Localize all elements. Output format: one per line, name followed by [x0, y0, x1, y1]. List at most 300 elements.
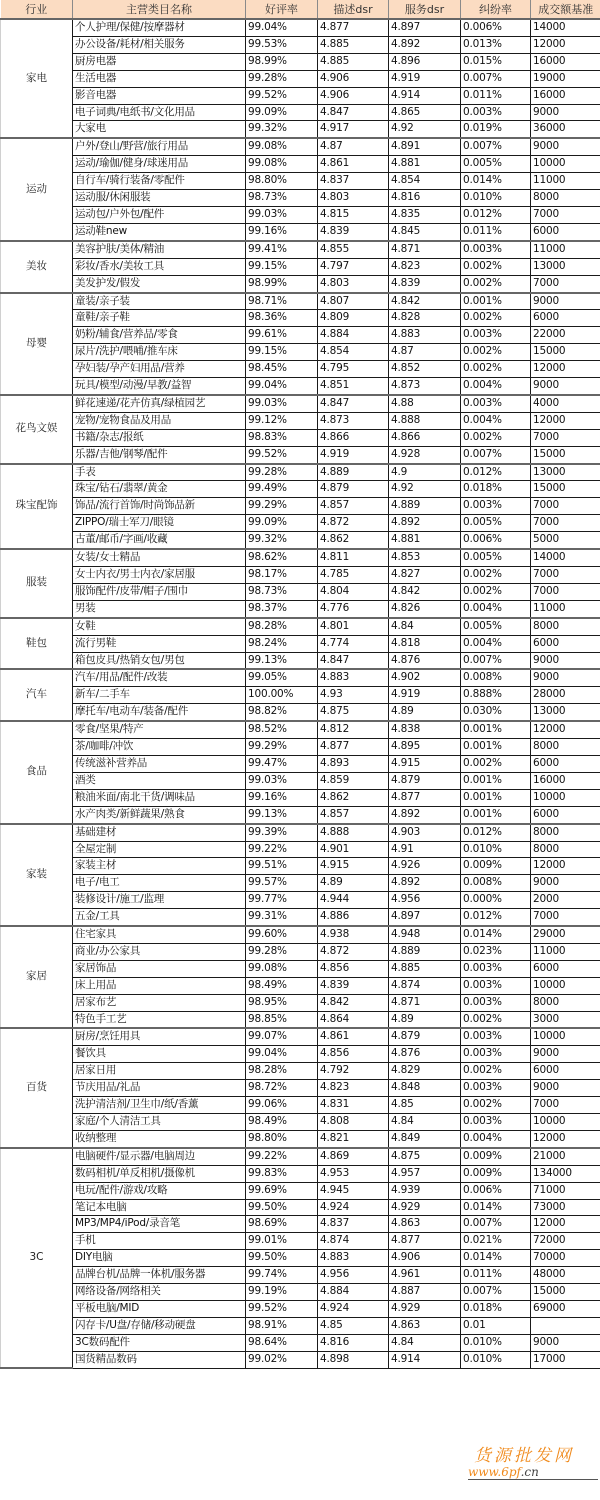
positive-rate-cell: 99.49%	[246, 481, 318, 498]
table-row	[1, 1334, 600, 1351]
industry-cell: 食品	[1, 721, 73, 823]
positive-rate-cell: 99.28%	[246, 464, 318, 481]
service-dsr-cell: 4.9	[389, 464, 461, 481]
description-dsr-cell: 4.776	[318, 600, 389, 617]
positive-rate-cell: 98.64%	[246, 1334, 318, 1351]
category-name-cell: 自行车/骑行装备/零配件	[73, 173, 246, 190]
category-name-cell: 运动/瑜伽/健身/球迷用品	[73, 156, 246, 173]
positive-rate-cell: 99.08%	[246, 138, 318, 155]
watermark-site-name: 货源批发网	[474, 1446, 574, 1466]
category-name-cell: 品牌台机/品牌一体机/服务器	[73, 1267, 246, 1284]
dispute-rate-cell: 0.003%	[461, 241, 531, 258]
dispute-rate-cell: 0.005%	[461, 549, 531, 566]
dispute-rate-cell: 0.011%	[461, 1267, 531, 1284]
turnover-baseline-cell: 9000	[531, 1046, 600, 1063]
service-dsr-cell: 4.888	[389, 412, 461, 429]
industry-cell: 家装	[1, 824, 73, 926]
table-row	[1, 1046, 600, 1063]
service-dsr-cell: 4.848	[389, 1080, 461, 1097]
positive-rate-cell: 99.29%	[246, 498, 318, 515]
dispute-rate-cell: 0.004%	[461, 412, 531, 429]
positive-rate-cell: 99.05%	[246, 669, 318, 686]
turnover-baseline-cell: 17000	[531, 1351, 600, 1368]
category-name-cell: 美发护发/假发	[73, 275, 246, 292]
positive-rate-cell: 99.04%	[246, 378, 318, 395]
category-name-cell: 女士内衣/男士内衣/家居服	[73, 567, 246, 584]
service-dsr-cell: 4.883	[389, 327, 461, 344]
turnover-baseline-cell: 11000	[531, 943, 600, 960]
positive-rate-cell: 99.04%	[246, 1046, 318, 1063]
service-dsr-cell: 4.828	[389, 310, 461, 327]
description-dsr-cell: 4.807	[318, 293, 389, 310]
table-row	[1, 258, 600, 275]
turnover-baseline-cell: 9000	[531, 1080, 600, 1097]
description-dsr-cell: 4.889	[318, 464, 389, 481]
positive-rate-cell: 99.69%	[246, 1182, 318, 1199]
category-name-cell: 箱包皮具/热销女包/男包	[73, 652, 246, 669]
service-dsr-cell: 4.865	[389, 104, 461, 121]
service-dsr-cell: 4.914	[389, 1351, 461, 1368]
turnover-baseline-cell: 4000	[531, 395, 600, 412]
dispute-rate-cell: 0.009%	[461, 858, 531, 875]
description-dsr-cell: 4.856	[318, 960, 389, 977]
industry-cell: 鞋包	[1, 618, 73, 670]
table-row	[1, 1148, 600, 1165]
turnover-baseline-cell: 7000	[531, 275, 600, 292]
dispute-rate-cell: 0.007%	[461, 446, 531, 463]
service-dsr-cell: 4.842	[389, 293, 461, 310]
description-dsr-cell: 4.831	[318, 1097, 389, 1114]
dispute-rate-cell: 0.006%	[461, 532, 531, 549]
table-row	[1, 344, 600, 361]
dispute-rate-cell: 0.007%	[461, 1284, 531, 1301]
header-service-dsr: 服务dsr	[389, 0, 461, 19]
category-name-cell: ZIPPO/瑞士军刀/眼镜	[73, 515, 246, 532]
turnover-baseline-cell: 12000	[531, 361, 600, 378]
category-name-cell: 基础建材	[73, 824, 246, 841]
dispute-rate-cell: 0.007%	[461, 138, 531, 155]
table-row	[1, 1130, 600, 1147]
positive-rate-cell: 99.15%	[246, 344, 318, 361]
positive-rate-cell: 98.99%	[246, 53, 318, 70]
category-name-cell: 运动包/户外包/配件	[73, 206, 246, 223]
table-row	[1, 87, 600, 104]
description-dsr-cell: 4.801	[318, 618, 389, 635]
positive-rate-cell: 98.49%	[246, 977, 318, 994]
turnover-baseline-cell: 9000	[531, 378, 600, 395]
description-dsr-cell: 4.839	[318, 977, 389, 994]
service-dsr-cell: 4.897	[389, 19, 461, 36]
service-dsr-cell: 4.871	[389, 994, 461, 1011]
service-dsr-cell: 4.891	[389, 138, 461, 155]
description-dsr-cell: 4.87	[318, 138, 389, 155]
turnover-baseline-cell: 15000	[531, 481, 600, 498]
dispute-rate-cell: 0.008%	[461, 875, 531, 892]
category-name-cell: 新车/二手车	[73, 687, 246, 704]
positive-rate-cell: 98.72%	[246, 1080, 318, 1097]
table-row	[1, 977, 600, 994]
table-row	[1, 1182, 600, 1199]
turnover-baseline-cell: 12000	[531, 36, 600, 53]
table-row	[1, 138, 600, 155]
dispute-rate-cell: 0.019%	[461, 121, 531, 138]
positive-rate-cell: 99.39%	[246, 824, 318, 841]
description-dsr-cell: 4.823	[318, 1080, 389, 1097]
turnover-baseline-cell: 7000	[531, 1097, 600, 1114]
positive-rate-cell: 99.09%	[246, 104, 318, 121]
category-name-cell: 奶粉/辅食/营养品/零食	[73, 327, 246, 344]
description-dsr-cell: 4.803	[318, 275, 389, 292]
industry-cell: 家居	[1, 926, 73, 1028]
table-row	[1, 1351, 600, 1368]
service-dsr-cell: 4.948	[389, 926, 461, 943]
turnover-baseline-cell: 13000	[531, 704, 600, 721]
description-dsr-cell: 4.85	[318, 1317, 389, 1334]
service-dsr-cell: 4.926	[389, 858, 461, 875]
service-dsr-cell: 4.91	[389, 841, 461, 858]
table-row	[1, 275, 600, 292]
description-dsr-cell: 4.945	[318, 1182, 389, 1199]
industry-cell: 母婴	[1, 293, 73, 395]
table-row	[1, 190, 600, 207]
category-name-cell: 电玩/配件/游戏/攻略	[73, 1182, 246, 1199]
dispute-rate-cell: 0.003%	[461, 1046, 531, 1063]
industry-cell: 百货	[1, 1028, 73, 1147]
category-name-cell: 手表	[73, 464, 246, 481]
category-name-cell: 厨房电器	[73, 53, 246, 70]
dispute-rate-cell: 0.003%	[461, 498, 531, 515]
description-dsr-cell: 4.859	[318, 772, 389, 789]
service-dsr-cell: 4.902	[389, 669, 461, 686]
industry-cell: 花鸟文娱	[1, 395, 73, 464]
description-dsr-cell: 4.785	[318, 567, 389, 584]
positive-rate-cell: 99.32%	[246, 121, 318, 138]
positive-rate-cell: 98.80%	[246, 173, 318, 190]
table-row	[1, 223, 600, 240]
turnover-baseline-cell: 69000	[531, 1300, 600, 1317]
description-dsr-cell: 4.906	[318, 87, 389, 104]
category-name-cell: 美容护肤/美体/精油	[73, 241, 246, 258]
category-name-cell: DIY电脑	[73, 1250, 246, 1267]
service-dsr-cell: 4.84	[389, 1334, 461, 1351]
dispute-rate-cell: 0.000%	[461, 892, 531, 909]
positive-rate-cell: 99.09%	[246, 515, 318, 532]
service-dsr-cell: 4.892	[389, 806, 461, 823]
header-industry: 行业	[1, 0, 73, 19]
description-dsr-cell: 4.886	[318, 909, 389, 926]
service-dsr-cell: 4.939	[389, 1182, 461, 1199]
description-dsr-cell: 4.944	[318, 892, 389, 909]
category-name-cell: 运动服/休闲服装	[73, 190, 246, 207]
description-dsr-cell: 4.883	[318, 669, 389, 686]
turnover-baseline-cell: 7000	[531, 206, 600, 223]
positive-rate-cell: 98.80%	[246, 1130, 318, 1147]
turnover-baseline-cell: 70000	[531, 1250, 600, 1267]
category-name-cell: 全屋定制	[73, 841, 246, 858]
table-row	[1, 532, 600, 549]
service-dsr-cell: 4.892	[389, 515, 461, 532]
header-dispute-rate: 纠纷率	[461, 0, 531, 19]
turnover-baseline-cell: 15000	[531, 1284, 600, 1301]
dispute-rate-cell: 0.003%	[461, 1028, 531, 1045]
category-name-cell: 节庆用品/礼品	[73, 1080, 246, 1097]
industry-cell: 美妆	[1, 241, 73, 293]
positive-rate-cell: 99.50%	[246, 1250, 318, 1267]
positive-rate-cell: 99.22%	[246, 841, 318, 858]
service-dsr-cell: 4.866	[389, 429, 461, 446]
category-name-cell: 餐饮具	[73, 1046, 246, 1063]
header-category-name: 主营类目名称	[73, 0, 246, 19]
category-name-cell: 3C数码配件	[73, 1334, 246, 1351]
header-turnover-baseline: 成交额基准	[531, 0, 600, 19]
positive-rate-cell: 98.73%	[246, 583, 318, 600]
positive-rate-cell: 98.99%	[246, 275, 318, 292]
service-dsr-cell: 4.842	[389, 583, 461, 600]
table-row	[1, 481, 600, 498]
positive-rate-cell: 98.37%	[246, 600, 318, 617]
dispute-rate-cell: 0.021%	[461, 1233, 531, 1250]
table-row	[1, 378, 600, 395]
positive-rate-cell: 99.15%	[246, 258, 318, 275]
table-row	[1, 1300, 600, 1317]
service-dsr-cell: 4.929	[389, 1300, 461, 1317]
positive-rate-cell: 98.95%	[246, 994, 318, 1011]
service-dsr-cell: 4.84	[389, 1114, 461, 1131]
category-name-cell: 办公设备/耗材/相关服务	[73, 36, 246, 53]
category-name-cell: 大家电	[73, 121, 246, 138]
positive-rate-cell: 99.16%	[246, 789, 318, 806]
table-row	[1, 824, 600, 841]
category-name-cell: 汽车/用品/配件/改装	[73, 669, 246, 686]
service-dsr-cell: 4.835	[389, 206, 461, 223]
category-name-cell: 住宅家具	[73, 926, 246, 943]
turnover-baseline-cell: 8000	[531, 841, 600, 858]
turnover-baseline-cell: 10000	[531, 156, 600, 173]
service-dsr-cell: 4.892	[389, 875, 461, 892]
table-row	[1, 327, 600, 344]
positive-rate-cell: 99.29%	[246, 739, 318, 756]
table-row	[1, 960, 600, 977]
turnover-baseline-cell: 134000	[531, 1165, 600, 1182]
header-description-dsr: 描述dsr	[318, 0, 389, 19]
turnover-baseline-cell: 7000	[531, 515, 600, 532]
turnover-baseline-cell: 16000	[531, 87, 600, 104]
turnover-baseline-cell: 14000	[531, 19, 600, 36]
dispute-rate-cell: 0.003%	[461, 994, 531, 1011]
table-row	[1, 755, 600, 772]
positive-rate-cell: 99.83%	[246, 1165, 318, 1182]
description-dsr-cell: 4.873	[318, 412, 389, 429]
service-dsr-cell: 4.879	[389, 1028, 461, 1045]
dispute-rate-cell: 0.012%	[461, 909, 531, 926]
service-dsr-cell: 4.928	[389, 446, 461, 463]
positive-rate-cell: 99.41%	[246, 241, 318, 258]
table-row	[1, 361, 600, 378]
table-row	[1, 875, 600, 892]
category-name-cell: 玩具/模型/动漫/早教/益智	[73, 378, 246, 395]
dispute-rate-cell: 0.003%	[461, 1080, 531, 1097]
service-dsr-cell: 4.827	[389, 567, 461, 584]
dispute-rate-cell: 0.001%	[461, 739, 531, 756]
service-dsr-cell: 4.871	[389, 241, 461, 258]
description-dsr-cell: 4.915	[318, 858, 389, 875]
table-row	[1, 1011, 600, 1028]
dispute-rate-cell: 0.003%	[461, 327, 531, 344]
description-dsr-cell: 4.815	[318, 206, 389, 223]
service-dsr-cell: 4.877	[389, 1233, 461, 1250]
dispute-rate-cell: 0.012%	[461, 824, 531, 841]
category-name-cell: 影音电器	[73, 87, 246, 104]
description-dsr-cell: 4.847	[318, 652, 389, 669]
turnover-baseline-cell: 73000	[531, 1199, 600, 1216]
category-name-cell: 电子/电工	[73, 875, 246, 892]
service-dsr-cell: 4.845	[389, 223, 461, 240]
turnover-baseline-cell: 15000	[531, 446, 600, 463]
table-row	[1, 515, 600, 532]
turnover-baseline-cell: 7000	[531, 567, 600, 584]
positive-rate-cell: 99.06%	[246, 1097, 318, 1114]
service-dsr-cell: 4.887	[389, 1284, 461, 1301]
positive-rate-cell: 98.83%	[246, 429, 318, 446]
dispute-rate-cell: 0.002%	[461, 1063, 531, 1080]
turnover-baseline-cell: 3000	[531, 1011, 600, 1028]
table-row	[1, 395, 600, 412]
service-dsr-cell: 4.839	[389, 275, 461, 292]
dispute-rate-cell: 0.012%	[461, 206, 531, 223]
table-row	[1, 121, 600, 138]
dispute-rate-cell: 0.006%	[461, 19, 531, 36]
header-positive-rate: 好评率	[246, 0, 318, 19]
description-dsr-cell: 4.847	[318, 104, 389, 121]
table-row	[1, 1216, 600, 1233]
turnover-baseline-cell: 29000	[531, 926, 600, 943]
category-name-cell: 鲜花速递/花卉仿真/绿植园艺	[73, 395, 246, 412]
table-row	[1, 464, 600, 481]
dispute-rate-cell: 0.002%	[461, 310, 531, 327]
positive-rate-cell: 98.49%	[246, 1114, 318, 1131]
turnover-baseline-cell: 28000	[531, 687, 600, 704]
dispute-rate-cell: 0.003%	[461, 395, 531, 412]
turnover-baseline-cell: 72000	[531, 1233, 600, 1250]
turnover-baseline-cell: 12000	[531, 721, 600, 738]
service-dsr-cell: 4.889	[389, 943, 461, 960]
service-dsr-cell: 4.863	[389, 1317, 461, 1334]
dispute-rate-cell: 0.001%	[461, 806, 531, 823]
positive-rate-cell: 99.07%	[246, 1028, 318, 1045]
positive-rate-cell: 100.00%	[246, 687, 318, 704]
category-name-cell: 笔记本电脑	[73, 1199, 246, 1216]
description-dsr-cell: 4.874	[318, 1233, 389, 1250]
category-name-cell: 厨房/烹饪用具	[73, 1028, 246, 1045]
positive-rate-cell: 99.31%	[246, 909, 318, 926]
turnover-baseline-cell: 13000	[531, 258, 600, 275]
table-row	[1, 635, 600, 652]
turnover-baseline-cell: 12000	[531, 412, 600, 429]
watermark-url: www.6pf.cn	[468, 1465, 539, 1479]
table-row	[1, 583, 600, 600]
service-dsr-cell: 4.818	[389, 635, 461, 652]
positive-rate-cell: 99.03%	[246, 395, 318, 412]
turnover-baseline-cell: 11000	[531, 173, 600, 190]
turnover-baseline-cell: 21000	[531, 1148, 600, 1165]
dispute-rate-cell: 0.023%	[461, 943, 531, 960]
turnover-baseline-cell: 8000	[531, 190, 600, 207]
turnover-baseline-cell: 11000	[531, 600, 600, 617]
dispute-rate-cell: 0.002%	[461, 258, 531, 275]
turnover-baseline-cell: 7000	[531, 909, 600, 926]
service-dsr-cell: 4.881	[389, 532, 461, 549]
positive-rate-cell: 99.02%	[246, 1351, 318, 1368]
turnover-baseline-cell	[531, 1317, 600, 1334]
table-body	[1, 19, 600, 1368]
service-dsr-cell: 4.919	[389, 687, 461, 704]
industry-cell: 家电	[1, 19, 73, 138]
dispute-rate-cell: 0.008%	[461, 669, 531, 686]
positive-rate-cell: 98.85%	[246, 1011, 318, 1028]
service-dsr-cell: 4.85	[389, 1097, 461, 1114]
table-row	[1, 1317, 600, 1334]
description-dsr-cell: 4.837	[318, 1216, 389, 1233]
turnover-baseline-cell: 12000	[531, 1130, 600, 1147]
category-name-cell: 尿片/洗护/喂哺/推车床	[73, 344, 246, 361]
positive-rate-cell: 99.03%	[246, 206, 318, 223]
description-dsr-cell: 4.883	[318, 1250, 389, 1267]
description-dsr-cell: 4.804	[318, 583, 389, 600]
description-dsr-cell: 4.856	[318, 1046, 389, 1063]
description-dsr-cell: 4.854	[318, 344, 389, 361]
turnover-baseline-cell: 6000	[531, 1063, 600, 1080]
description-dsr-cell: 4.877	[318, 19, 389, 36]
dispute-rate-cell: 0.009%	[461, 1148, 531, 1165]
description-dsr-cell: 4.93	[318, 687, 389, 704]
description-dsr-cell: 4.861	[318, 156, 389, 173]
description-dsr-cell: 4.924	[318, 1300, 389, 1317]
category-name-cell: 彩妆/香水/美妆工具	[73, 258, 246, 275]
description-dsr-cell: 4.872	[318, 515, 389, 532]
description-dsr-cell: 4.861	[318, 1028, 389, 1045]
dispute-rate-cell: 0.018%	[461, 481, 531, 498]
dispute-rate-cell: 0.005%	[461, 515, 531, 532]
dispute-rate-cell: 0.004%	[461, 635, 531, 652]
table-row	[1, 36, 600, 53]
dispute-rate-cell: 0.009%	[461, 1165, 531, 1182]
positive-rate-cell: 98.36%	[246, 310, 318, 327]
description-dsr-cell: 4.851	[318, 378, 389, 395]
description-dsr-cell: 4.864	[318, 1011, 389, 1028]
dispute-rate-cell: 0.004%	[461, 378, 531, 395]
description-dsr-cell: 4.888	[318, 824, 389, 841]
table-row	[1, 19, 600, 36]
positive-rate-cell: 98.24%	[246, 635, 318, 652]
turnover-baseline-cell: 6000	[531, 635, 600, 652]
turnover-baseline-cell: 10000	[531, 1114, 600, 1131]
description-dsr-cell: 4.862	[318, 532, 389, 549]
category-name-cell: 网络设备/网络相关	[73, 1284, 246, 1301]
category-name-cell: 孕妇装/孕产妇用品/营养	[73, 361, 246, 378]
category-name-cell: 女装/女士精品	[73, 549, 246, 566]
category-name-cell: 床上用品	[73, 977, 246, 994]
dispute-rate-cell: 0.001%	[461, 721, 531, 738]
dispute-rate-cell: 0.002%	[461, 755, 531, 772]
service-dsr-cell: 4.874	[389, 977, 461, 994]
service-dsr-cell: 4.876	[389, 652, 461, 669]
table-row	[1, 173, 600, 190]
turnover-baseline-cell: 11000	[531, 241, 600, 258]
service-dsr-cell: 4.895	[389, 739, 461, 756]
dispute-rate-cell: 0.001%	[461, 772, 531, 789]
watermark-underline	[468, 1479, 598, 1480]
dispute-rate-cell: 0.015%	[461, 53, 531, 70]
